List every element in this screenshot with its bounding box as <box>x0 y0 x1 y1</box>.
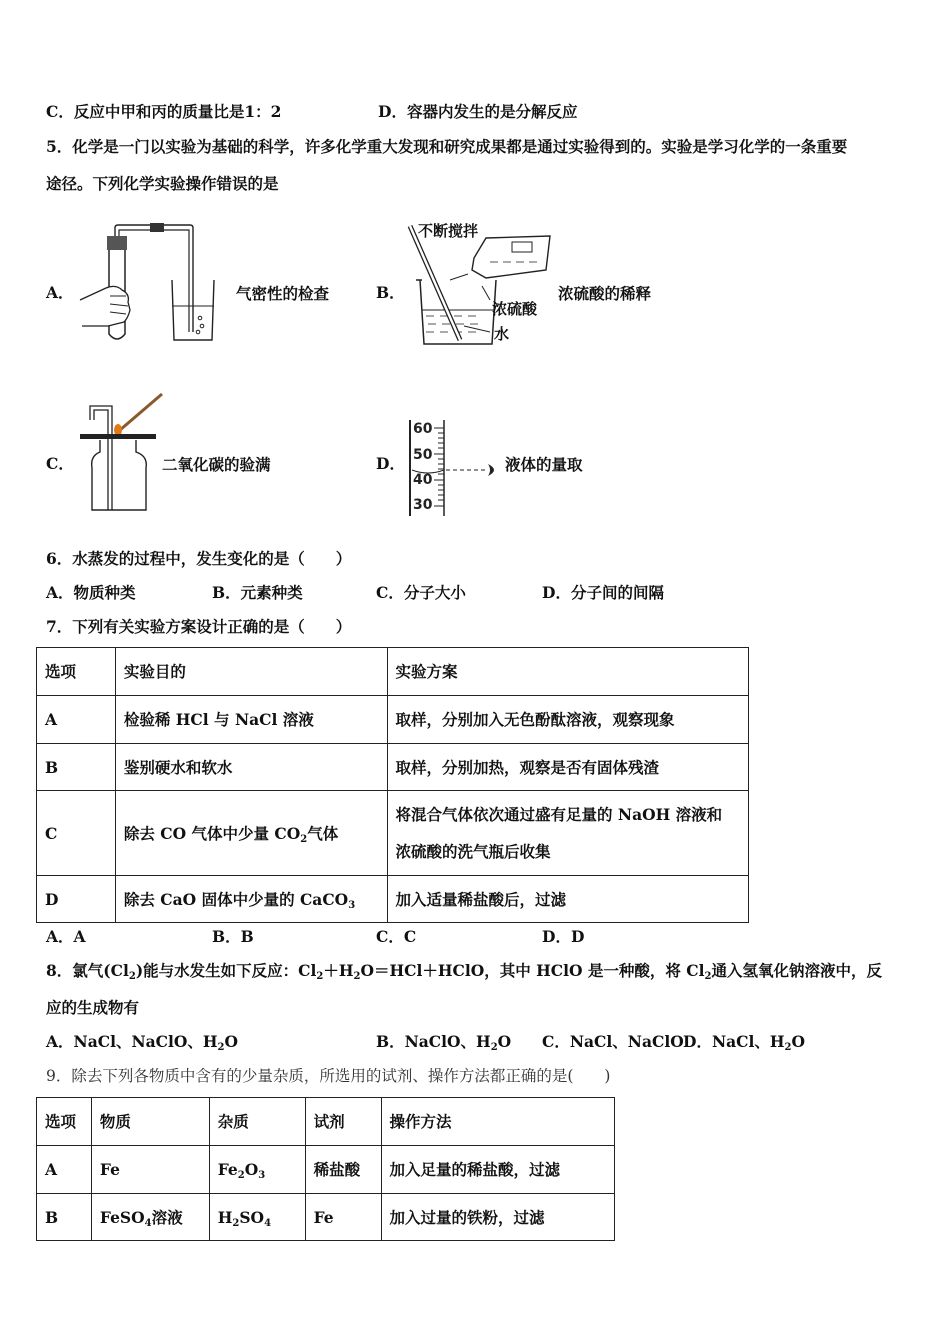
q5-option-c-caption: 二氧化碳的验满 <box>162 455 271 474</box>
stir-label: 不断搅拌 <box>418 222 479 240</box>
q7-option-b: B．B <box>212 927 254 946</box>
q7-option-a: A．A <box>46 927 86 946</box>
q6-option-a: A．物质种类 <box>46 583 136 602</box>
q6-option-d: D．分子间的间隔 <box>542 583 664 602</box>
row-method: 加入足量的稀盐酸，过滤 <box>381 1146 615 1194</box>
q8-stem-line2: 应的生成物有 <box>46 998 140 1017</box>
table-header-row <box>37 648 749 696</box>
co2-full-check-figure <box>78 390 168 515</box>
row-goal: 除去 CO 气体中少量 $CO_2$气体 <box>115 791 387 876</box>
q5-option-d-letter: D． <box>376 454 405 473</box>
row-method: 加入过量的铁粉，过滤 <box>381 1194 615 1241</box>
q8-option-c: C．NaCl、NaClO <box>542 1032 684 1051</box>
row-plan: 加入适量稀盐酸后，过滤 <box>387 876 748 923</box>
table-row <box>37 876 749 923</box>
tick-50: 50 <box>413 447 433 463</box>
row-plan: 取样，分别加热，观察是否有固体残渣 <box>387 744 748 791</box>
header-impurity: 杂质 <box>209 1098 305 1146</box>
row-reagent: Fe <box>305 1194 381 1241</box>
water-label: 水 <box>494 325 510 343</box>
header-substance: 物质 <box>91 1098 209 1146</box>
q4-option-c: C．反应中甲和丙的质量比是1：2 <box>46 102 282 121</box>
table-row <box>37 696 749 744</box>
acid-label: 浓硫酸 <box>492 300 538 318</box>
header-plan: 实验方案 <box>387 648 748 696</box>
row-option: C <box>37 791 116 876</box>
q9-table <box>36 1097 615 1241</box>
header-option: 选项 <box>37 1098 92 1146</box>
row-option: D <box>37 876 116 923</box>
row-option: A <box>37 1146 92 1194</box>
q5-option-b-caption: 浓硫酸的稀释 <box>558 284 652 303</box>
table-row <box>37 791 749 876</box>
row-impurity: $H_2SO_4$ <box>209 1194 305 1241</box>
q7-table <box>36 647 749 923</box>
row-goal: 鉴别硬水和软水 <box>115 744 387 791</box>
row-substance: FeSO$_4$溶液 <box>91 1194 209 1241</box>
q5-option-d-caption: 液体的量取 <box>505 455 583 474</box>
q8-option-d: D．NaCl、$H_2O$ <box>683 1032 806 1053</box>
row-option: A <box>37 696 116 744</box>
header-goal: 实验目的 <box>115 648 387 696</box>
header-reagent: 试剂 <box>305 1098 381 1146</box>
q5-option-c-letter: C． <box>46 454 74 473</box>
q6-stem: 6．水蒸发的过程中，发生变化的是（ ） <box>46 549 352 568</box>
header-option: 选项 <box>37 648 116 696</box>
q5-option-a-letter: A． <box>46 283 74 302</box>
table-row <box>37 1146 615 1194</box>
header-method: 操作方法 <box>381 1098 615 1146</box>
tick-60: 60 <box>413 421 433 437</box>
q8-stem-line1: 8．氯气$(Cl_2)$能与水发生如下反应：$Cl_2+H_2O=HCl+HClO$，其中 HClO 是一种酸，将 $Cl_2$通入氢氧化钠溶液中，反 <box>46 961 882 982</box>
q5-stem-line2: 途径。下列化学实验操作错误的是 <box>46 174 279 193</box>
row-plan: 将混合气体依次通过盛有足量的 NaOH 溶液和 浓硫酸的洗气瓶后收集 <box>387 791 748 876</box>
row-goal: 除去 CaO 固体中少量的 CaCO$_3$ <box>115 876 387 923</box>
q7-option-d: D．D <box>542 927 585 946</box>
q5-option-b-letter: B． <box>376 283 405 302</box>
q8-option-a: A．NaCl、NaClO、$H_2O$ <box>46 1032 239 1053</box>
row-plan: 取样，分别加入无色酚酞溶液，观察现象 <box>387 696 748 744</box>
row-option: B <box>37 744 116 791</box>
q7-option-c: C．C <box>376 927 417 946</box>
q5-stem-line1: 5．化学是一门以实验为基础的科学，许多化学重大发现和研究成果都是通过实验得到的。实验是学习化学的一条重要 <box>46 137 848 156</box>
q8-option-b: B．NaClO、$H_2O$ <box>376 1032 512 1053</box>
row-reagent: 稀盐酸 <box>305 1146 381 1194</box>
airtightness-check-figure <box>72 222 222 350</box>
q6-option-c: C．分子大小 <box>376 583 466 602</box>
row-impurity: $Fe_2O_3$ <box>209 1146 305 1194</box>
row-option: B <box>37 1194 92 1241</box>
row-goal: 检验稀 HCl 与 NaCl 溶液 <box>115 696 387 744</box>
table-row <box>37 744 749 791</box>
q6-option-b: B．元素种类 <box>212 583 303 602</box>
table-header-row <box>37 1098 615 1146</box>
tick-40: 40 <box>413 472 433 488</box>
q5-option-a-caption: 气密性的检查 <box>236 284 330 303</box>
q9-stem: 9．除去下列各物质中含有的少量杂质，所选用的试剂、操作方法都正确的是( ) <box>46 1067 611 1085</box>
q7-stem: 7．下列有关实验方案设计正确的是（ ） <box>46 617 352 636</box>
tick-30: 30 <box>413 497 433 513</box>
q4-option-d: D．容器内发生的是分解反应 <box>378 102 578 121</box>
table-row <box>37 1194 615 1241</box>
row-substance: Fe <box>91 1146 209 1194</box>
